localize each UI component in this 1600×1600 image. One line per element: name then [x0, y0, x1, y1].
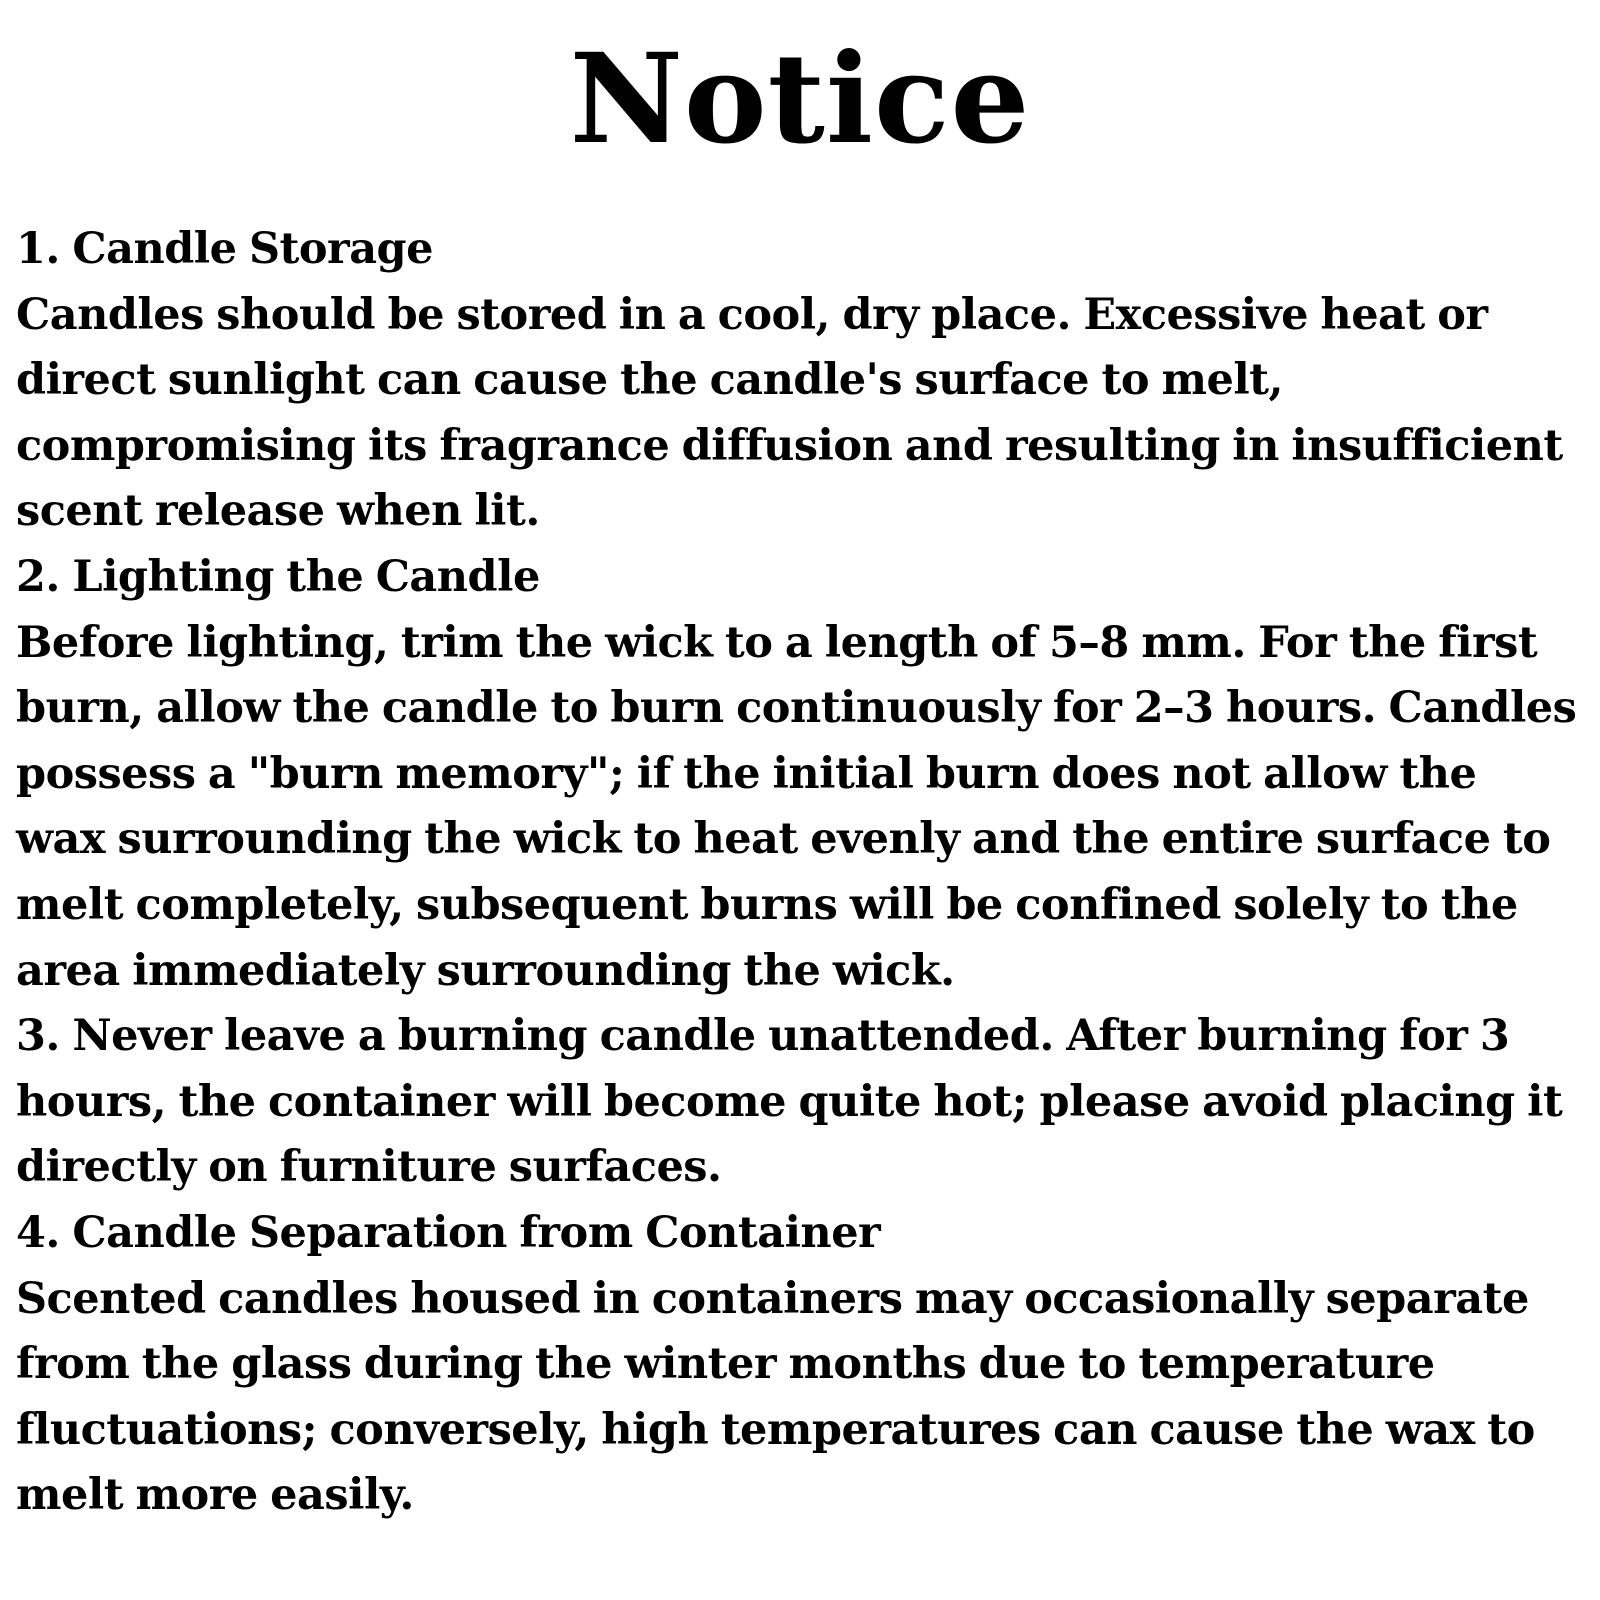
section-text-line: possess a "burn memory"; if the initial burn does not allow the [16, 748, 1477, 799]
section-text-line: scent release when lit. [16, 486, 540, 537]
section-text-line: compromising its fragrance diffusion and resulting in insufficient [16, 420, 1563, 471]
section-text-line: Candles should be stored in a cool, dry place. Excessive heat or [16, 289, 1488, 340]
section-heading-separation: 4. Candle Separation from Container [16, 1207, 881, 1258]
section-text-line: melt more easily. [16, 1470, 414, 1521]
section-text-line: 3. Never leave a burning candle unattended. After burning for 3 [16, 1011, 1510, 1062]
section-heading-lighting: 2. Lighting the Candle [16, 551, 540, 602]
notice-body [16, 217, 1596, 1529]
section-text-line: area immediately surrounding the wick. [16, 945, 955, 996]
section-heading-storage: 1. Candle Storage [16, 224, 433, 274]
section-text-line: from the glass during the winter months due to temperature [16, 1339, 1435, 1390]
section-text-line: wax surrounding the wick to heat evenly and the entire surface to [16, 814, 1551, 865]
section-text-line: burn, allow the candle to burn continuously for 2–3 hours. Candles [16, 683, 1577, 734]
section-text-line: Scented candles housed in containers may occasionally separate [16, 1273, 1529, 1324]
section-text-line: hours, the container will become quite hot; please avoid placing it [16, 1076, 1563, 1127]
section-text-line: melt completely, subsequent burns will be confined solely to the [16, 879, 1518, 930]
section-text-line: Before lighting, trim the wick to a length of 5–8 mm. For the first [16, 617, 1538, 668]
section-text-line: fluctuations; conversely, high temperatures can cause the wax to [16, 1404, 1535, 1455]
section-text-line: direct sunlight can cause the candle's surface to melt, [16, 355, 1284, 406]
section-text-line: directly on furniture surfaces. [16, 1142, 722, 1193]
page-title: Notice [569, 27, 1031, 172]
